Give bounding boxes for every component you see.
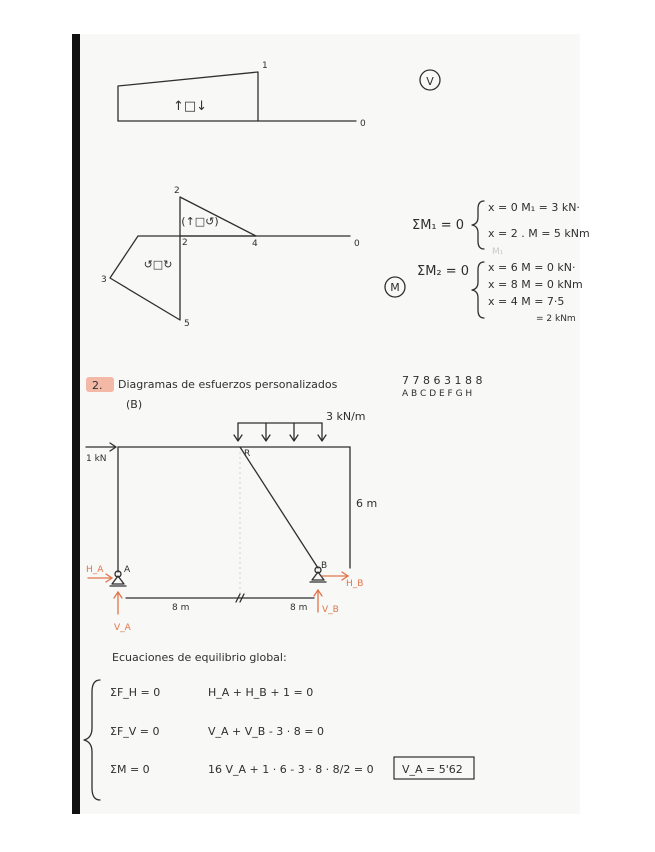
moment-label: M [390, 281, 400, 294]
section-title: Diagramas de esfuerzos personalizados [118, 378, 338, 391]
node-a-label: A [124, 565, 131, 575]
reaction-hb-label: H_B [346, 579, 364, 589]
m1-line-2: x = 2 . M = 5 kNm [488, 227, 590, 240]
m2-line-1: x = 6 M = 0 kN· [488, 261, 576, 274]
moment-point-0: 0 [354, 239, 360, 249]
section-number: 2. [92, 379, 103, 392]
sum-m2-label: ΣM₂ = 0 [417, 264, 470, 279]
span-left-label: 8 m [172, 603, 190, 613]
reaction-vb-label: V_B [322, 605, 339, 615]
moment-point-2-top: 2 [174, 186, 180, 196]
eq1-right: H_A + H_B + 1 = 0 [208, 686, 314, 699]
span-right-label: 8 m [290, 603, 308, 613]
eq2-right: V_A + V_B - 3 · 8 = 0 [208, 725, 324, 738]
shear-point-1: 1 [262, 61, 268, 71]
sum-m1-label: ΣM₁ = 0 [412, 218, 465, 233]
moment-point-2-mid: 2 [182, 238, 188, 248]
code-digits: 7 7 8 6 3 1 8 8 [402, 374, 483, 387]
eq3-left: ΣM = 0 [110, 763, 150, 776]
m2-line-2: x = 8 M = 0 kNm [488, 278, 583, 291]
shear-label: V [426, 75, 434, 88]
m2-line-4: = 2 kNm [536, 314, 576, 324]
code-letters: A B C D E F G H [402, 389, 473, 399]
shear-point-0: 0 [360, 119, 366, 129]
m1-faint-mark: M₁ [492, 247, 504, 257]
eq2-left: ΣF_V = 0 [110, 725, 160, 738]
m1-line-1: x = 0 M₁ = 3 kN· [488, 201, 580, 214]
page-edge-shadow [72, 34, 80, 814]
result-value: V_A = 5'62 [402, 763, 463, 776]
moment-left-symbol: ↺□↻ [143, 258, 173, 271]
moment-top-symbol: (↑□↺) [181, 215, 219, 228]
eq3-right: 16 V_A + 1 · 6 - 3 · 8 · 8/2 = 0 [208, 763, 374, 776]
node-r-label: R [244, 449, 251, 459]
reaction-va-label: V_A [114, 623, 131, 633]
height-label: 6 m [356, 497, 378, 510]
section-subtitle: (B) [126, 398, 143, 411]
m2-line-3: x = 4 M = 7·5 [488, 295, 565, 308]
force-label: 1 kN [86, 454, 107, 464]
shear-sign-symbol: ↑□↓ [172, 99, 208, 114]
equilibrium-title: Ecuaciones de equilibrio global: [112, 651, 287, 664]
eq1-left: ΣF_H = 0 [110, 686, 161, 699]
moment-point-4: 4 [252, 239, 258, 249]
load-label: 3 kN/m [326, 410, 366, 423]
moment-point-3: 3 [101, 275, 107, 285]
node-b-label: B [321, 561, 328, 571]
reaction-ha-label: H_A [86, 565, 104, 575]
moment-point-5: 5 [184, 319, 190, 329]
